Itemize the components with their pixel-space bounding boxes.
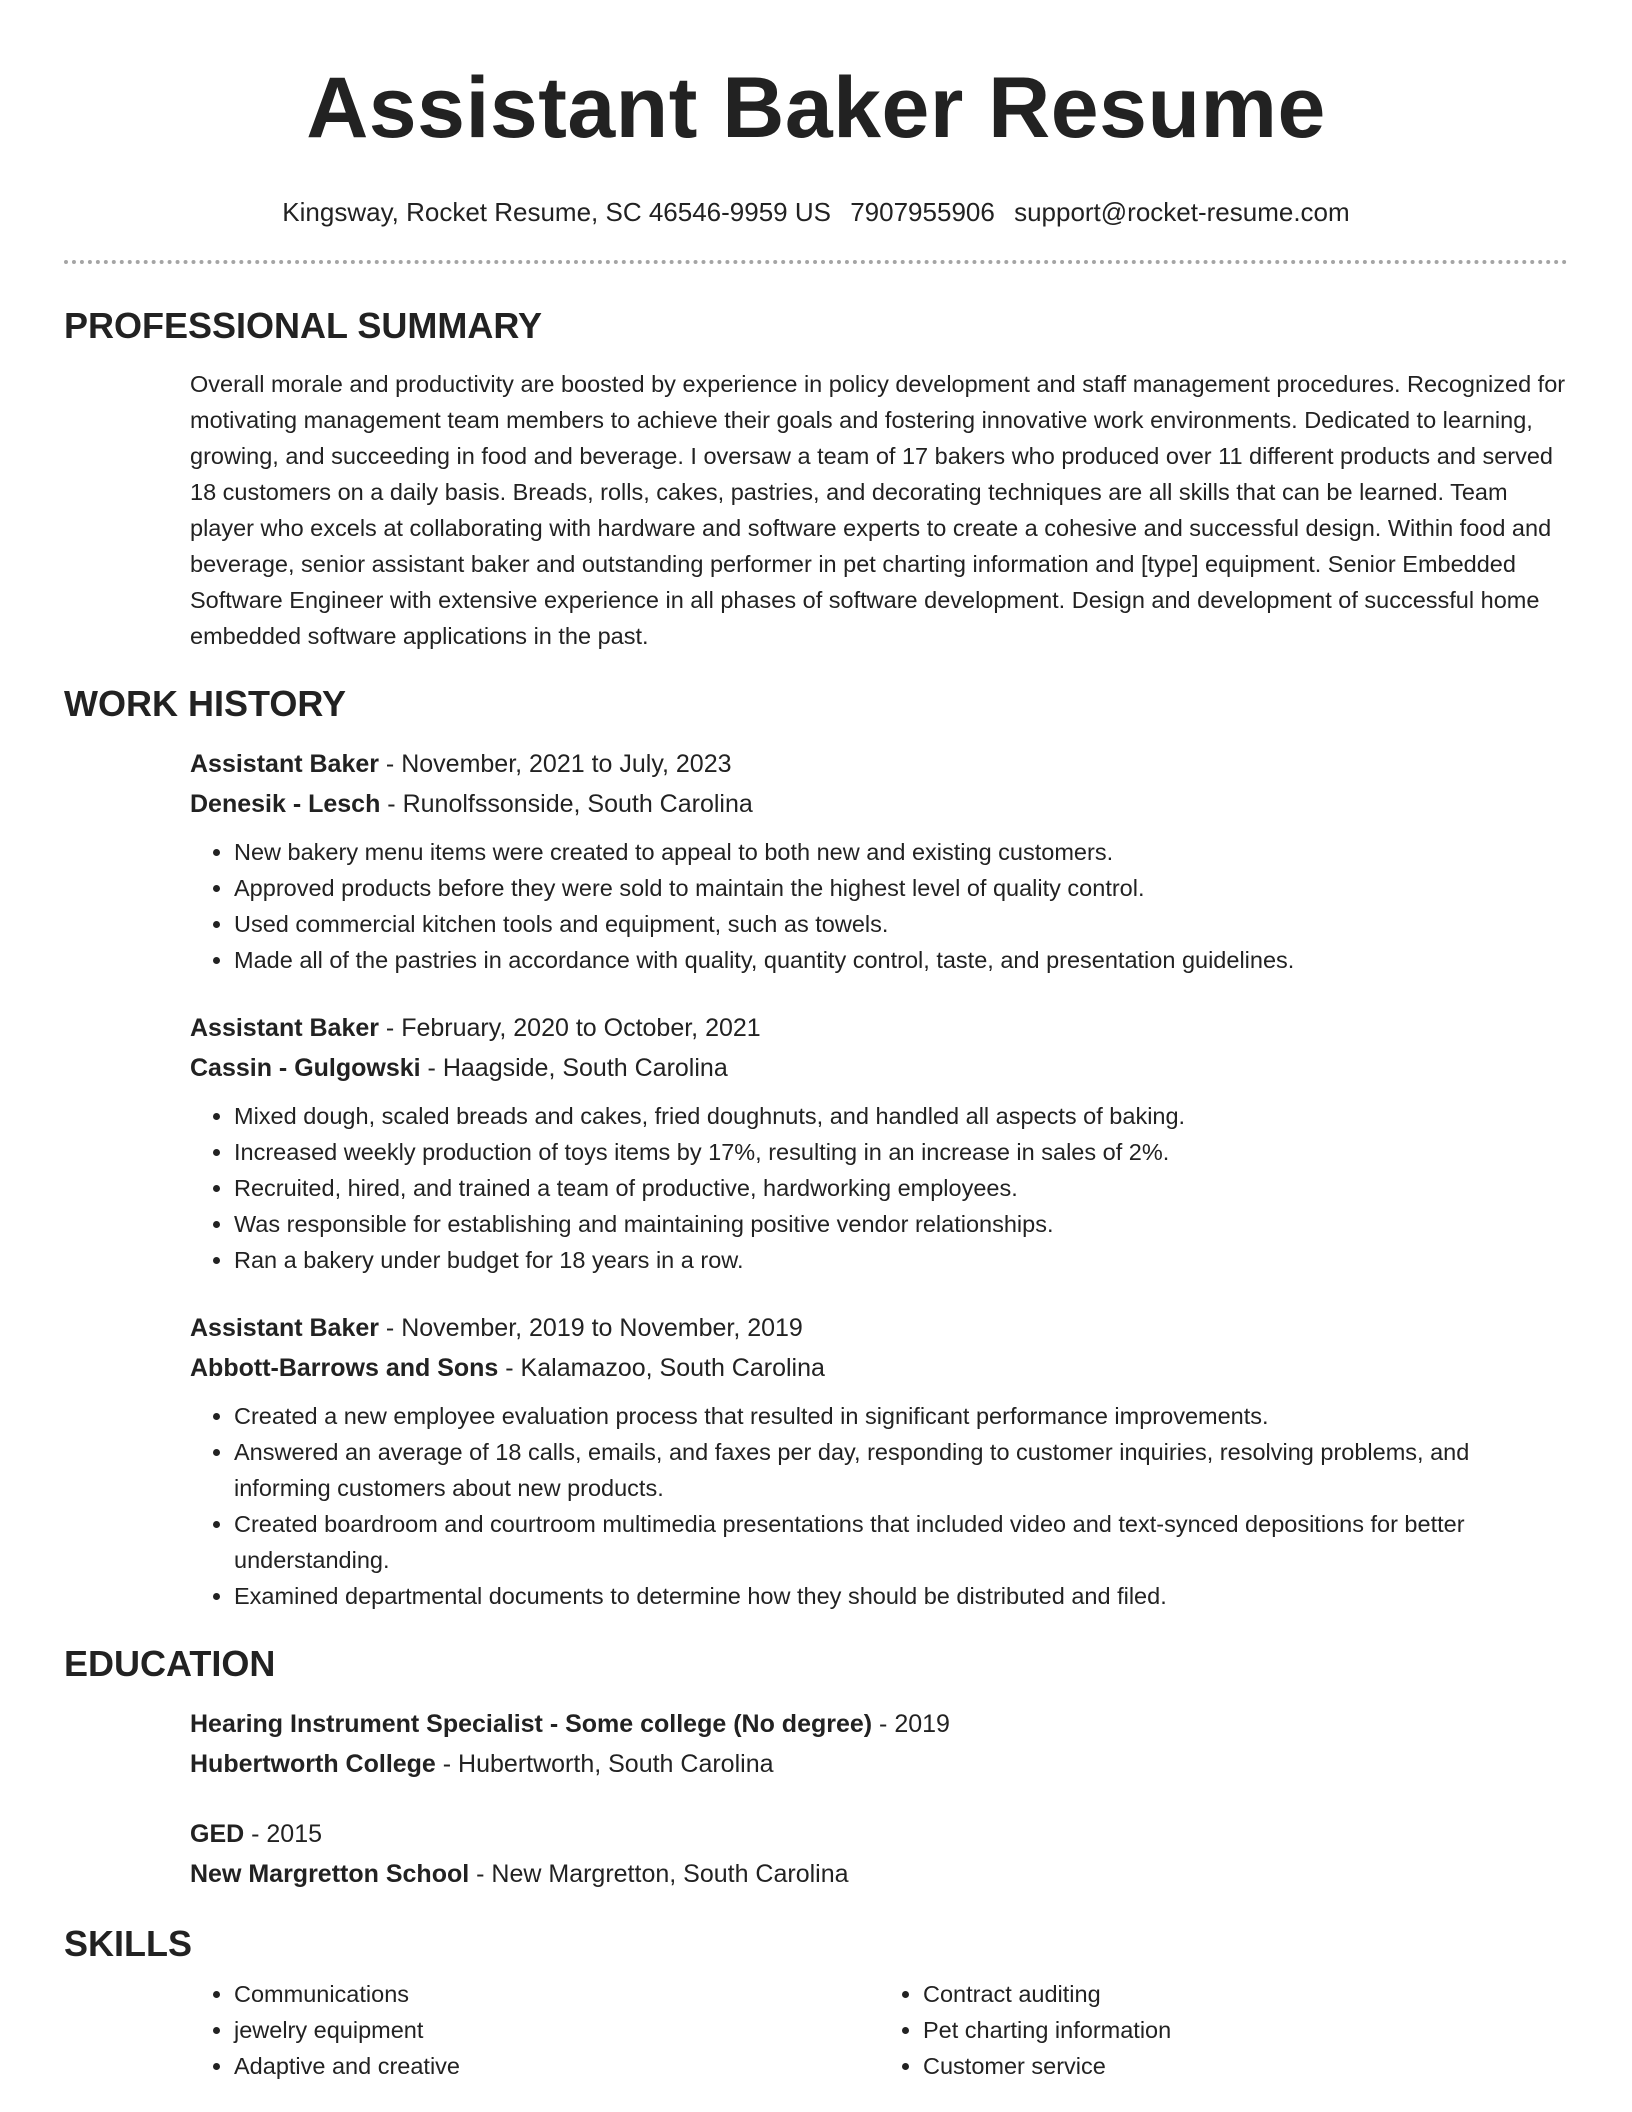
skills-left-column xyxy=(190,1976,879,2084)
skill-item: • Contract auditing xyxy=(923,1976,1568,2012)
job-dates: - February, 2020 to October, 2021 xyxy=(378,1014,761,1042)
edu-school: Hubertworth College xyxy=(190,1750,436,1778)
job-location: - Runolfssonside, South Carolina xyxy=(380,790,753,818)
skill-item: • Customer service xyxy=(923,2048,1568,2084)
skills-columns xyxy=(190,1976,1568,2084)
summary-heading: PROFESSIONAL SUMMARY xyxy=(64,305,543,346)
job-dates: - November, 2021 to July, 2023 xyxy=(378,750,732,778)
summary-text: Overall morale and productivity are boosted by experience in policy development and staff management procedures. Recognized for motivating management team members to achieve their goals and fostering innovative work environments. Dedicated to learning, growing, and succeeding in food and beverage. I oversaw a team of 17 bakers who produced over 11 different products and served 18 customers on a daily basis. Breads, rolls, cakes, pastries, and decorating techniques are all skills that can be learned. Team player who excels at collaborating with hardware and software experts to create a cohesive and successful design. Within food and beverage, senior assistant baker and outstanding performer in pet charting information and [type] equipment. Senior Embedded Software Engineer with extensive experience in all phases of software development. Design and development of successful home embedded software applications in the past. xyxy=(190,371,1566,649)
job-location: - Haagside, South Carolina xyxy=(420,1054,728,1082)
job-bullets xyxy=(190,1098,1568,1278)
contact-address: Kingsway, Rocket Resume, SC 46546-9959 US xyxy=(282,197,831,227)
education-entry xyxy=(190,1704,1568,1784)
education-section xyxy=(64,1642,1568,1894)
job-location: - Kalamazoo, South Carolina xyxy=(498,1354,825,1382)
job-entry xyxy=(190,1008,1568,1278)
edu-location: - Hubertworth, South Carolina xyxy=(435,1750,774,1778)
job-role: Assistant Baker xyxy=(190,750,379,778)
edu-degree: Hearing Instrument Specialist - Some college (No degree) xyxy=(190,1710,873,1738)
work-history-heading: WORK HISTORY xyxy=(64,683,347,724)
skill-item: • Adaptive and creative xyxy=(234,2048,879,2084)
header-divider xyxy=(64,260,1568,264)
job-role: Assistant Baker xyxy=(190,1014,379,1042)
job-title-line xyxy=(190,1308,1568,1348)
job-company: Abbott-Barrows and Sons xyxy=(190,1354,499,1382)
edu-year: - 2015 xyxy=(244,1820,323,1848)
edu-degree: GED xyxy=(190,1820,245,1848)
edu-school: New Margretton School xyxy=(190,1860,470,1888)
skill-item: • Pet charting information xyxy=(923,2012,1568,2048)
skill-item: • Communications xyxy=(234,1976,879,2012)
education-entry xyxy=(190,1814,1568,1894)
list-item: • Was responsible for establishing and maintaining positive vendor relationships. xyxy=(234,1206,1568,1242)
edu-school-line xyxy=(190,1744,1568,1784)
job-entry xyxy=(190,1308,1568,1614)
job-title-line xyxy=(190,1008,1568,1048)
list-item: • Recruited, hired, and trained a team of productive, hardworking employees. xyxy=(234,1170,1568,1206)
list-item: • Increased weekly production of toys items by 17%, resulting in an increase in sales of 2%. xyxy=(234,1134,1568,1170)
edu-location: - New Margretton, South Carolina xyxy=(469,1860,849,1888)
skill-item: • jewelry equipment xyxy=(234,2012,879,2048)
resume-title: Assistant Baker Resume xyxy=(306,60,1326,156)
edu-year: - 2019 xyxy=(872,1710,950,1738)
job-dates: - November, 2019 to November, 2019 xyxy=(378,1314,803,1342)
contact-phone: 7907955906 xyxy=(850,197,995,227)
list-item: • New bakery menu items were created to appeal to both new and existing customers. xyxy=(234,834,1568,870)
job-company-line xyxy=(190,784,1568,824)
list-item: • Approved products before they were sold to maintain the highest level of quality control. xyxy=(234,870,1568,906)
job-bullets xyxy=(190,834,1568,978)
list-item: • Created a new employee evaluation process that resulted in significant performance improvements. xyxy=(234,1398,1568,1434)
list-item: • Created boardroom and courtroom multimedia presentations that included video and text-synced depositions for better understanding. xyxy=(234,1506,1568,1578)
skills-section xyxy=(64,1922,1568,2084)
job-role: Assistant Baker xyxy=(190,1314,379,1342)
edu-degree-line xyxy=(190,1814,1568,1854)
list-item: • Ran a bakery under budget for 18 years in a row. xyxy=(234,1242,1568,1278)
contact-email: support@rocket-resume.com xyxy=(1014,197,1350,227)
work-history-section xyxy=(64,682,1568,1614)
job-bullets xyxy=(190,1398,1568,1614)
edu-degree-line xyxy=(190,1704,1568,1744)
list-item: • Made all of the pastries in accordance with quality, quantity control, taste, and presentation guidelines. xyxy=(234,942,1568,978)
skills-right-column xyxy=(879,1976,1568,2084)
job-company: Denesik - Lesch xyxy=(190,790,381,818)
contact-line xyxy=(64,196,1568,228)
list-item: • Used commercial kitchen tools and equipment, such as towels. xyxy=(234,906,1568,942)
list-item: • Examined departmental documents to determine how they should be distributed and filed. xyxy=(234,1578,1568,1614)
edu-school-line xyxy=(190,1854,1568,1894)
list-item: • Answered an average of 18 calls, emails, and faxes per day, responding to customer inquiries, resolving problems, and informing customers about new products. xyxy=(234,1434,1568,1506)
job-entry xyxy=(190,744,1568,978)
list-item: • Mixed dough, scaled breads and cakes, fried doughnuts, and handled all aspects of baking. xyxy=(234,1098,1568,1134)
job-company-line xyxy=(190,1048,1568,1088)
skills-heading: SKILLS xyxy=(64,1923,193,1964)
summary-section xyxy=(64,304,1568,654)
job-title-line xyxy=(190,744,1568,784)
education-heading: EDUCATION xyxy=(64,1643,276,1684)
job-company: Cassin - Gulgowski xyxy=(190,1054,421,1082)
job-company-line xyxy=(190,1348,1568,1388)
